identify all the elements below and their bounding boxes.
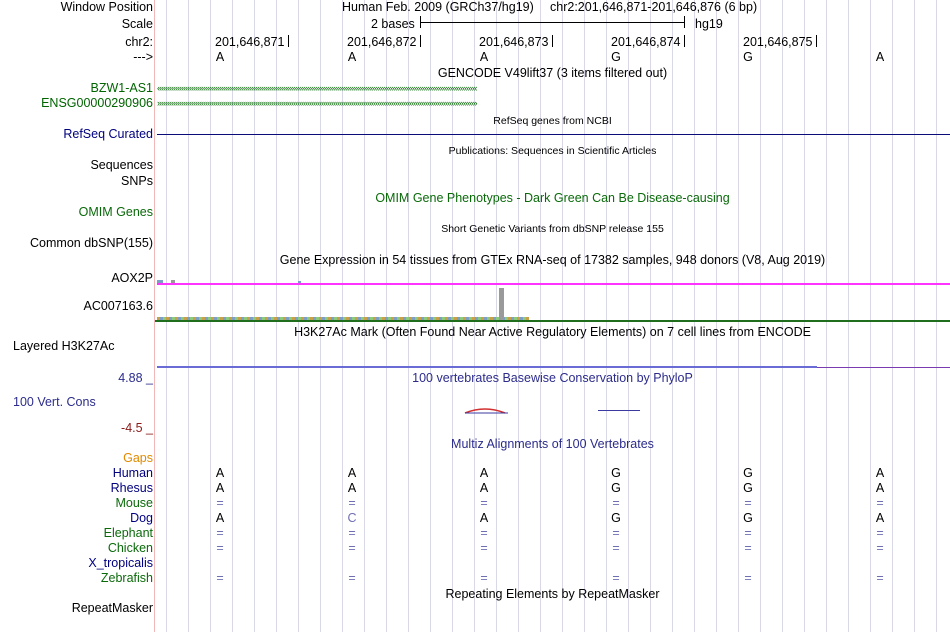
alignment-base: A bbox=[875, 481, 885, 495]
dbsnp-label[interactable]: Common dbSNP(155) bbox=[30, 236, 153, 250]
grid-line bbox=[606, 0, 607, 632]
alignment-base: A bbox=[875, 511, 885, 525]
grid-line bbox=[430, 0, 431, 632]
coordinate-tick bbox=[288, 35, 289, 47]
grid-line bbox=[870, 0, 871, 632]
alignment-base: = bbox=[348, 571, 356, 585]
alignment-base: = bbox=[480, 526, 488, 540]
grid-line bbox=[628, 0, 629, 632]
alignment-base: C bbox=[347, 511, 357, 525]
scale-label: Scale bbox=[121, 17, 153, 31]
species-label[interactable]: Zebrafish bbox=[100, 571, 153, 585]
repeatmasker-label[interactable]: RepeatMasker bbox=[71, 601, 153, 615]
coordinate-label: 201,646,871 bbox=[215, 35, 285, 49]
alignment-base: = bbox=[480, 541, 488, 555]
alignment-base: = bbox=[744, 571, 752, 585]
gencode-item-ensg00000290906[interactable]: ENSG00000290906 bbox=[41, 96, 153, 110]
gtex-item-ac007163[interactable]: AC007163.6 bbox=[83, 299, 153, 313]
publications-track-title[interactable]: Publications: Sequences in Scientific Articles bbox=[448, 145, 657, 157]
omim-track-title[interactable]: OMIM Gene Phenotypes - Dark Green Can Be Disease-causing bbox=[375, 191, 730, 205]
alignment-base: = bbox=[876, 526, 884, 540]
species-label[interactable]: Chicken bbox=[107, 541, 153, 555]
alignment-base: G bbox=[743, 511, 753, 525]
alignment-base: = bbox=[612, 526, 620, 540]
coordinate-tick bbox=[684, 35, 685, 47]
base-letter: G bbox=[611, 50, 621, 64]
grid-line bbox=[408, 0, 409, 632]
alignment-base: A bbox=[479, 466, 489, 480]
h3k27ac-label[interactable]: Layered H3K27Ac bbox=[13, 339, 115, 353]
species-label[interactable]: X_tropicalis bbox=[88, 556, 153, 570]
species-label[interactable]: Dog bbox=[130, 511, 153, 525]
gencode-track-title[interactable]: GENCODE V49lift37 (3 items filtered out) bbox=[437, 66, 668, 80]
grid-line bbox=[694, 0, 695, 632]
grid-line bbox=[848, 0, 849, 632]
base-letter: A bbox=[347, 50, 357, 64]
grid-line bbox=[892, 0, 893, 632]
grid-line bbox=[562, 0, 563, 632]
position-readout: chr2:201,646,871-201,646,876 (6 bp) bbox=[550, 0, 758, 14]
strand-label: ---> bbox=[133, 50, 153, 64]
base-letter: A bbox=[479, 50, 489, 64]
base-letter: G bbox=[743, 50, 753, 64]
coordinate-label: 201,646,873 bbox=[479, 35, 549, 49]
alignment-base: = bbox=[348, 541, 356, 555]
grid-line bbox=[210, 0, 211, 632]
gtex-aox2p-feature[interactable] bbox=[157, 283, 950, 285]
grid-line bbox=[254, 0, 255, 632]
alignment-base: = bbox=[348, 526, 356, 540]
alignment-base: = bbox=[612, 541, 620, 555]
gencode-ensg-feature[interactable]: ›››››››››››››››››››››››››››››››››››››››››››››››››››››››››››››››››››››››››››››››››››››››››››››››››››››››››››››››››››››››››››››››››››››››››››››››››››››››››››››››› bbox=[157, 100, 477, 106]
refseq-feature-line[interactable] bbox=[157, 134, 950, 135]
grid-line bbox=[760, 0, 761, 632]
alignment-base: A bbox=[215, 511, 225, 525]
alignment-base: = bbox=[744, 496, 752, 510]
phylop-track-title[interactable]: 100 vertebrates Basewise Conservation by PhyloP bbox=[412, 371, 693, 385]
gtex-track-title[interactable]: Gene Expression in 54 tissues from GTEx RNA-seq of 17382 samples, 948 donors (V8, Aug 2019) bbox=[279, 253, 826, 267]
alignment-base: = bbox=[216, 496, 224, 510]
alignment-base: A bbox=[347, 466, 357, 480]
grid-line bbox=[188, 0, 189, 632]
grid-line bbox=[474, 0, 475, 632]
grid-line bbox=[320, 0, 321, 632]
h3k27ac-signal bbox=[157, 366, 817, 368]
grid-line bbox=[804, 0, 805, 632]
chrom-label: chr2: bbox=[125, 35, 153, 49]
alignment-base: A bbox=[347, 481, 357, 495]
alignment-base: = bbox=[216, 526, 224, 540]
h3k27ac-signal-tail bbox=[817, 367, 950, 368]
alignment-base: G bbox=[611, 511, 621, 525]
alignment-base: = bbox=[876, 571, 884, 585]
alignment-base: A bbox=[479, 511, 489, 525]
grid-line bbox=[826, 0, 827, 632]
phylop-max-label: 4.88 _ bbox=[118, 371, 153, 385]
grid-line bbox=[386, 0, 387, 632]
multiz-track-title[interactable]: Multiz Alignments of 100 Vertebrates bbox=[451, 437, 654, 451]
alignment-base: G bbox=[743, 466, 753, 480]
coordinate-tick bbox=[552, 35, 553, 47]
phylop-signal-peak bbox=[460, 405, 520, 417]
phylop-signal-segment bbox=[598, 410, 640, 411]
grid-line bbox=[936, 0, 937, 632]
grid-line bbox=[166, 0, 167, 632]
gtex-item-aox2p[interactable]: AOX2P bbox=[111, 271, 153, 285]
coordinate-label: 201,646,875 bbox=[743, 35, 813, 49]
alignment-base: G bbox=[611, 466, 621, 480]
alignment-base: = bbox=[216, 571, 224, 585]
grid-line bbox=[914, 0, 915, 632]
grid-line bbox=[782, 0, 783, 632]
alignment-base: = bbox=[480, 496, 488, 510]
scale-bar-right-tick bbox=[684, 16, 685, 28]
species-label[interactable]: Rhesus bbox=[110, 481, 153, 495]
alignment-base: = bbox=[876, 541, 884, 555]
grid-line bbox=[276, 0, 277, 632]
alignment-base: = bbox=[348, 496, 356, 510]
alignment-base: = bbox=[216, 541, 224, 555]
alignment-base: = bbox=[876, 496, 884, 510]
assembly-name: Human Feb. 2009 (GRCh37/hg19) bbox=[342, 0, 534, 14]
grid-line bbox=[738, 0, 739, 632]
alignment-base: = bbox=[744, 526, 752, 540]
alignment-base: A bbox=[215, 481, 225, 495]
alignment-base: A bbox=[215, 466, 225, 480]
grid-line bbox=[672, 0, 673, 632]
alignment-base: A bbox=[875, 466, 885, 480]
repeatmasker-track-title[interactable]: Repeating Elements by RepeatMasker bbox=[445, 587, 660, 601]
dbsnp-track-title[interactable]: Short Genetic Variants from dbSNP release 155 bbox=[441, 223, 664, 235]
alignment-base: = bbox=[480, 571, 488, 585]
gtex-tall-bar bbox=[499, 288, 504, 320]
scale-bar bbox=[420, 22, 685, 23]
refseq-curated-label[interactable]: RefSeq Curated bbox=[63, 127, 153, 141]
grid-line bbox=[452, 0, 453, 632]
gtex-bar bbox=[171, 280, 175, 283]
base-letter: A bbox=[875, 50, 885, 64]
species-label[interactable]: Mouse bbox=[115, 496, 153, 510]
gencode-bzw1-as1-feature[interactable]: ‹‹‹‹‹‹‹‹‹‹‹‹‹‹‹‹‹‹‹‹‹‹‹‹‹‹‹‹‹‹‹‹‹‹‹‹‹‹‹‹‹‹‹‹‹‹‹‹‹‹‹‹‹‹‹‹‹‹‹‹‹‹‹‹‹‹‹‹‹‹‹‹‹‹‹‹‹‹‹‹‹‹‹‹‹‹‹‹‹‹‹‹‹‹‹‹‹‹‹‹‹‹‹‹‹‹‹‹‹‹‹‹‹‹‹‹‹‹‹‹‹‹‹‹‹‹‹‹‹‹‹‹‹‹‹‹‹‹‹‹‹‹‹‹‹‹‹‹‹‹‹‹‹‹‹‹‹‹‹‹ bbox=[157, 85, 477, 91]
h3k27ac-track-title[interactable]: H3K27Ac Mark (Often Found Near Active Regulatory Elements) on 7 cell lines from ENCODE bbox=[294, 325, 811, 339]
db-label: hg19 bbox=[695, 17, 723, 31]
grid-line bbox=[342, 0, 343, 632]
gencode-item-bzw1-as1[interactable]: BZW1-AS1 bbox=[90, 81, 153, 95]
grid-line bbox=[518, 0, 519, 632]
sequences-label[interactable]: Sequences bbox=[90, 158, 153, 172]
gaps-label[interactable]: Gaps bbox=[123, 451, 153, 465]
phylop-label[interactable]: 100 Vert. Cons bbox=[13, 395, 96, 409]
coordinate-tick bbox=[420, 35, 421, 47]
grid-line bbox=[232, 0, 233, 632]
alignment-base: = bbox=[612, 496, 620, 510]
window-position-label: Window Position bbox=[60, 0, 153, 14]
grid-line bbox=[584, 0, 585, 632]
species-label[interactable]: Elephant bbox=[103, 526, 153, 540]
base-letter: A bbox=[215, 50, 225, 64]
gtex-baseline bbox=[155, 320, 950, 322]
grid-line bbox=[716, 0, 717, 632]
omim-genes-label[interactable]: OMIM Genes bbox=[78, 205, 153, 219]
gtex-bar bbox=[298, 281, 301, 283]
grid-line bbox=[364, 0, 365, 632]
scale-text: 2 bases bbox=[371, 17, 415, 31]
refseq-track-title[interactable]: RefSeq genes from NCBI bbox=[493, 115, 612, 127]
grid-line bbox=[650, 0, 651, 632]
grid-line bbox=[540, 0, 541, 632]
alignment-base: = bbox=[744, 541, 752, 555]
alignment-base: A bbox=[479, 481, 489, 495]
track-divider-rail bbox=[154, 0, 155, 632]
alignment-base: G bbox=[611, 481, 621, 495]
coordinate-label: 201,646,872 bbox=[347, 35, 417, 49]
coordinate-tick bbox=[816, 35, 817, 47]
gtex-bar bbox=[157, 280, 163, 283]
phylop-min-label: -4.5 _ bbox=[121, 421, 153, 435]
grid-line bbox=[298, 0, 299, 632]
species-label[interactable]: Human bbox=[112, 466, 153, 480]
coordinate-label: 201,646,874 bbox=[611, 35, 681, 49]
grid-line bbox=[496, 0, 497, 632]
snps-label[interactable]: SNPs bbox=[121, 174, 153, 188]
alignment-base: = bbox=[612, 571, 620, 585]
alignment-base: G bbox=[743, 481, 753, 495]
